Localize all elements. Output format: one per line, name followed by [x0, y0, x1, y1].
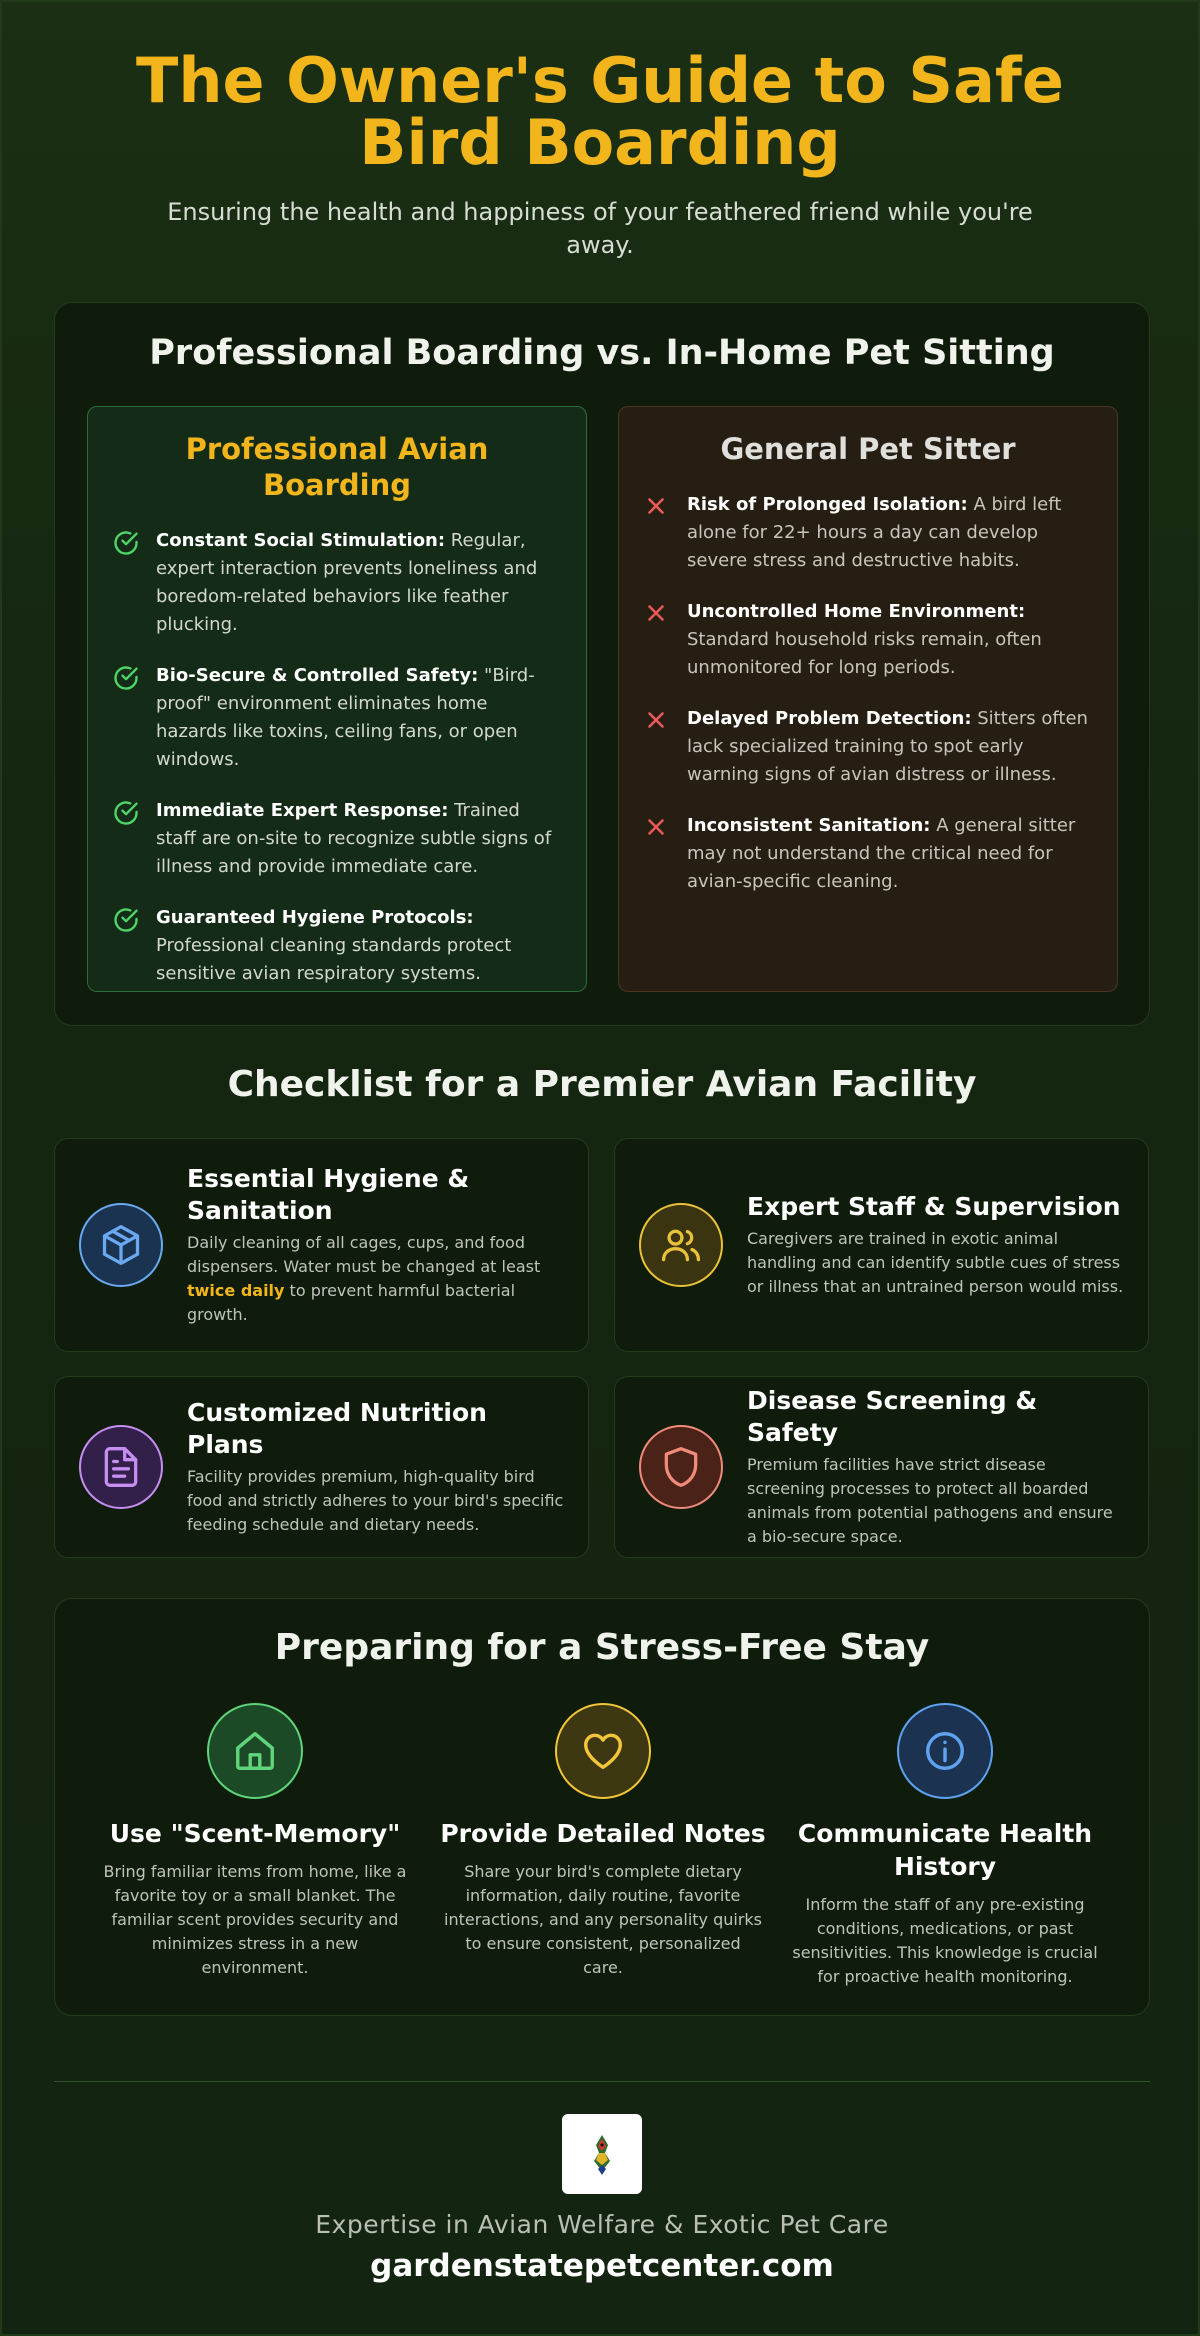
- shield-icon: [639, 1425, 723, 1509]
- benefit-text: Professional cleaning standards protect sensitive avian respiratory systems.: [156, 935, 512, 984]
- card-text: Premium facilities have strict disease screening processes to protect all boarded animals from potential pathogens and ensure a bio-secure space.: [747, 1455, 1113, 1546]
- card-title: Customized Nutrition Plans: [187, 1398, 487, 1459]
- benefit-heading: Guaranteed Hygiene Protocols:: [156, 907, 474, 928]
- risk-heading: Risk of Prolonged Isolation:: [687, 494, 968, 515]
- general-sitter-column: [618, 406, 1118, 992]
- card-text: Daily cleaning of all cages, cups, and food dispensers. Water must be changed at least twice daily to prevent harmful bacterial growth.: [187, 1233, 541, 1324]
- benefit-text: Trained staff are on-site to recognize subtle signs of illness and provide immediate care.: [156, 800, 552, 877]
- risk-heading: Inconsistent Sanitation:: [687, 815, 931, 836]
- step-title: Use "Scent-Memory": [109, 1819, 401, 1848]
- check-circle-icon: [112, 527, 156, 639]
- prep-step-notes: [438, 1703, 768, 1980]
- footer-website[interactable]: gardenstatepetcenter.com: [370, 2248, 834, 2284]
- card-title: Expert Staff & Supervision: [747, 1192, 1121, 1221]
- general-risk-item: [643, 598, 1093, 682]
- benefit-text: Regular, expert interaction prevents loneliness and boredom-related behaviors like feather plucking.: [156, 530, 538, 635]
- comparison-title: Professional Boarding vs. In-Home Pet Sitting: [149, 333, 1055, 373]
- card-title: Essential Hygiene & Sanitation: [187, 1164, 470, 1225]
- general-risk-item: [643, 812, 1093, 896]
- info-icon: [897, 1703, 993, 1799]
- users-icon: [639, 1203, 723, 1287]
- step-text: Inform the staff of any pre-existing conditions, medications, or past sensitivities. This knowledge is crucial for proactive health monitoring.: [792, 1895, 1098, 1986]
- card-text: Facility provides premium, high-quality bird food and strictly adheres to your bird's specific feeding schedule and dietary needs.: [187, 1467, 564, 1534]
- page-title: The Owner's Guide to Safe Bird Boarding: [136, 44, 1064, 179]
- risk-text: Sitters often lack specialized training to spot early warning signs of avian distress or illness.: [687, 708, 1088, 785]
- professional-benefit-item: [112, 662, 562, 774]
- checklist-card-staff: [614, 1138, 1149, 1352]
- heart-icon: [555, 1703, 651, 1799]
- benefit-heading: Bio-Secure & Controlled Safety:: [156, 665, 479, 686]
- general-risk-item: [643, 491, 1093, 575]
- benefit-heading: Immediate Expert Response:: [156, 800, 449, 821]
- card-title: Disease Screening & Safety: [747, 1386, 1038, 1447]
- preparation-title: Preparing for a Stress-Free Stay: [274, 1627, 930, 1668]
- highlight-text: twice daily: [187, 1281, 285, 1300]
- checklist-title: Checklist for a Premier Avian Facility: [227, 1064, 977, 1105]
- check-circle-icon: [112, 662, 156, 774]
- professional-benefit-item: [112, 797, 562, 881]
- benefit-text: "Bird-proof" environment eliminates home hazards like toxins, ceiling fans, or open windows.: [156, 665, 535, 770]
- document-icon: [79, 1425, 163, 1509]
- step-text: Bring familiar items from home, like a favorite toy or a small blanket. The familiar scent provides security and minimizes stress in a new environment.: [103, 1862, 407, 1977]
- general-column-title: General Pet Sitter: [720, 432, 1016, 466]
- step-text: Share your bird's complete dietary information, daily routine, favorite interactions, and any personality quirks to ensure consistent, personalized care.: [444, 1862, 763, 1977]
- professional-benefit-item: [112, 904, 562, 988]
- benefit-heading: Constant Social Stimulation:: [156, 530, 446, 551]
- risk-text: A bird left alone for 22+ hours a day can develop severe stress and destructive habits.: [687, 494, 1062, 571]
- checklist-card-hygiene: [54, 1138, 589, 1352]
- x-icon: [643, 598, 687, 682]
- step-title: Communicate Health History: [797, 1819, 1093, 1881]
- footer-tagline: Expertise in Avian Welfare & Exotic Pet Care: [315, 2210, 889, 2239]
- checklist-card-disease: [614, 1376, 1149, 1558]
- prep-step-scent: [90, 1703, 420, 1980]
- bird-logo: [562, 2114, 642, 2194]
- professional-column-title: Professional Avian Boarding: [185, 432, 489, 502]
- risk-text: A general sitter may not understand the critical need for avian-specific cleaning.: [687, 815, 1076, 892]
- professional-benefit-item: [112, 527, 562, 639]
- x-icon: [643, 812, 687, 896]
- x-icon: [643, 705, 687, 789]
- checklist-card-nutrition: [54, 1376, 589, 1558]
- x-icon: [643, 491, 687, 575]
- step-title: Provide Detailed Notes: [440, 1819, 766, 1848]
- check-circle-icon: [112, 904, 156, 988]
- check-circle-icon: [112, 797, 156, 881]
- footer-divider: [54, 2081, 1150, 2082]
- preparation-section: [54, 1598, 1150, 2016]
- page-subtitle: Ensuring the health and happiness of your feathered friend while you're away.: [167, 198, 1033, 259]
- risk-heading: Delayed Problem Detection:: [687, 708, 972, 729]
- risk-text: Standard household risks remain, often unmonitored for long periods.: [687, 629, 1042, 678]
- home-icon: [207, 1703, 303, 1799]
- professional-boarding-column: [87, 406, 587, 992]
- risk-heading: Uncontrolled Home Environment:: [687, 601, 1026, 622]
- header: [2, 2, 1198, 262]
- general-risk-item: [643, 705, 1093, 789]
- card-text: Caregivers are trained in exotic animal handling and can identify subtle cues of stress or illness that an untrained person would miss.: [747, 1229, 1124, 1296]
- box-icon: [79, 1203, 163, 1287]
- prep-step-health: [780, 1703, 1110, 1989]
- comparison-section: [54, 302, 1150, 1026]
